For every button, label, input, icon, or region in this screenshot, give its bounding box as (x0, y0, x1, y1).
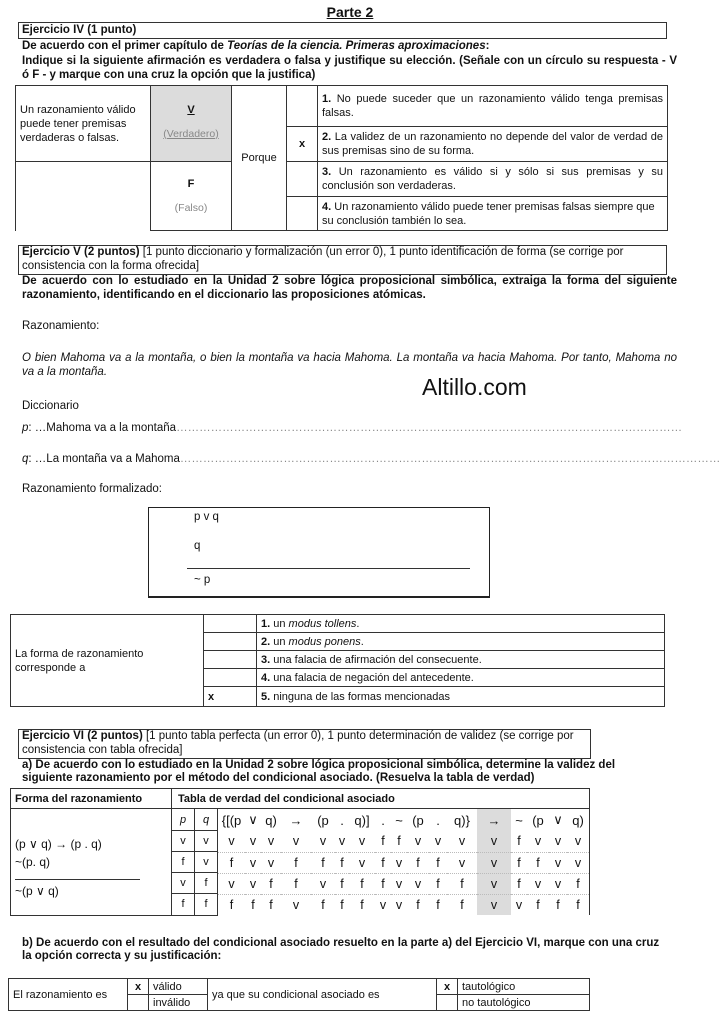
ex4-option-num: 2. (322, 131, 332, 143)
form-em: modus tollens (288, 617, 357, 630)
truth-value: f (340, 855, 344, 870)
truth-value: v (338, 834, 346, 849)
truth-value: v (554, 855, 562, 870)
dict-p-text[interactable]: : …Mahoma va a la montaña (28, 422, 177, 434)
truth-value: f (576, 876, 580, 891)
formula-row (218, 873, 589, 894)
truth-value: f (321, 897, 325, 912)
formula-token: . (436, 812, 440, 828)
truth-value: f (381, 876, 385, 891)
formula-token: ∨ (553, 812, 563, 827)
truth-value: v (554, 834, 562, 849)
col-table-header: Tabla de verdad del condicional asociado (172, 789, 590, 809)
truth-value: v (574, 855, 582, 870)
truth-value: v (414, 834, 422, 849)
truth-value: f (269, 876, 273, 891)
col-form-header: Forma del razonamiento (11, 789, 172, 809)
ex4-intro-prefix: De acuerdo con el primer capítulo de (22, 40, 228, 52)
truth-value: f (436, 897, 440, 912)
ex4-option-1 (318, 86, 668, 127)
forms-label: La forma de razonamiento corresponde a (11, 615, 204, 707)
formula-token: (p (412, 812, 424, 828)
truth-value: v (249, 876, 257, 891)
ex5-grading: [1 punto diccionario y formalización (un error 0), 1 punto identificación de forma (se corrige por consistencia con la forma ofrecida] (22, 246, 624, 272)
watermark-altillo: Altillo.com (422, 374, 527, 400)
truth-value: v (319, 834, 327, 849)
form-option-5 (257, 687, 665, 707)
truth-table (10, 788, 590, 916)
formula-table (218, 809, 589, 915)
truth-value: v (292, 897, 300, 912)
truth-value: v (292, 834, 300, 849)
formula-token: → (477, 809, 511, 831)
truth-value: f (294, 855, 298, 870)
ex5-heading-title: Ejercicio V (2 puntos) (22, 246, 140, 258)
dict-q-var: q (22, 453, 29, 465)
formal-premise-1: p v q (194, 511, 219, 523)
ex4-option-3 (318, 162, 668, 197)
truth-value: v (534, 876, 542, 891)
ex4-mark-cell-3[interactable] (287, 162, 318, 197)
page-title: Parte 2 (326, 4, 374, 20)
truth-value: v (379, 897, 387, 912)
tt-header-p: p (172, 809, 195, 831)
formula-token: {[(p (221, 812, 242, 828)
dict-q-dots: …………………………………………………………………………………………………………………………… (179, 453, 720, 465)
ex4-selected-mark: x (298, 138, 306, 150)
truth-value: v (515, 897, 523, 912)
form-option-3 (257, 651, 665, 669)
truth-value: f (269, 897, 273, 912)
tt-q: v (195, 852, 218, 873)
final-table (8, 978, 590, 1011)
ex4-porque: Porque (232, 86, 287, 231)
invalido-option: inválido (149, 995, 208, 1011)
truth-value: v (477, 831, 511, 852)
formula-row (218, 852, 589, 873)
truth-value: v (267, 855, 275, 870)
truth-value: f (229, 855, 234, 870)
truth-value: v (228, 876, 235, 891)
tt-q: v (195, 831, 218, 852)
formal-premise-2: q (194, 540, 201, 552)
form-mark-cell[interactable] (204, 633, 257, 651)
valido-mark: x (134, 980, 142, 993)
ex4-option-2 (318, 127, 668, 162)
truth-value: v (395, 855, 403, 870)
tauto-option: tautológico (458, 979, 590, 995)
formalizado-label: Razonamiento formalizado: (22, 483, 162, 495)
truth-value: f (251, 897, 255, 912)
formula-row (218, 894, 589, 915)
ex4-v-letter: V (187, 103, 195, 116)
formula-header-row (218, 809, 589, 831)
truth-value: f (576, 897, 580, 912)
ex4-statement: Un razonamiento válido puede tener premisas verdaderas o falsas. (16, 86, 151, 162)
truth-value: v (395, 876, 403, 891)
truth-value: v (458, 855, 466, 870)
forms-table (10, 614, 665, 707)
form-pre: un (270, 635, 289, 648)
truth-value: f (556, 897, 560, 912)
conclusion-bar (15, 879, 140, 880)
truth-value: f (360, 876, 364, 891)
ex4-intro (22, 40, 682, 52)
truth-value: v (358, 834, 366, 849)
dict-p-var: p (22, 422, 29, 434)
form-num: 5. (261, 690, 271, 703)
form-num: 1. (261, 617, 271, 630)
formula-token: . (381, 812, 385, 828)
truth-value: v (249, 834, 257, 849)
formula-token: ~ (395, 812, 403, 828)
truth-value: v (574, 834, 582, 849)
premise-1: (p ∨ q) → (p . q) (15, 837, 102, 851)
form-pre: una falacia de afirmación del consecuente. (270, 653, 482, 666)
formal-conclusion-line (187, 568, 470, 569)
ex4-intro-suffix: : (485, 40, 490, 52)
formula-grid[interactable] (218, 809, 590, 916)
final-label: El razonamiento es (9, 979, 128, 1011)
valido-mark-cell[interactable] (128, 979, 149, 995)
ex4-f-word: (Falso) (174, 202, 208, 214)
form-pre: ninguna de las formas mencionadas (270, 690, 450, 703)
truth-value: v (534, 834, 542, 849)
formula-token: q)} (454, 812, 470, 828)
form-post: . (360, 635, 364, 648)
ex4-f-letter: F (187, 178, 195, 190)
ex5-instruction: De acuerdo con lo estudiado en la Unidad 2 sobre lógica proposicional simbólica, extraiga la forma del siguiente razonamiento, identificando en el diccionario las proposiciones atómicas. (22, 275, 677, 301)
ex4-option-num: 1. (322, 93, 332, 105)
truth-value: f (536, 897, 540, 912)
truth-value: v (249, 855, 257, 870)
truth-value: f (436, 855, 440, 870)
ex6-grading: [1 punto tabla perfecta (un error 0), 1 punto determinación de validez (se corrige por consistencia con tabla ofrecida] (22, 730, 574, 756)
ex4-option-num: 3. (322, 166, 332, 178)
razonamiento-text: O bien Mahoma va a la montaña, o bien la montaña va hacia Mahoma. La montaña va hacia Mahoma. Por tanto, Mahoma no va a la montaña. (22, 352, 677, 378)
ex4-verdadero-cell[interactable] (151, 86, 232, 162)
truth-value: f (436, 876, 440, 891)
ex4-table (15, 85, 668, 231)
ex5-heading (18, 245, 667, 275)
formalized-box[interactable] (148, 507, 490, 598)
formal-conclusion: ~ p (194, 574, 211, 586)
truth-value: v (319, 876, 327, 891)
truth-value: v (458, 834, 466, 849)
truth-value: v (477, 852, 511, 873)
ex6-part-a: a) De acuerdo con lo estudiado en la Unidad 2 sobre lógica proposicional simbólica, determine la validez del siguiente razonamiento por el método del condicional asociado. (Resuelva la tabla de verdad) (22, 759, 616, 784)
form-num: 4. (261, 671, 271, 684)
tt-q: f (195, 894, 218, 915)
form-mark-cell[interactable] (204, 651, 257, 669)
dict-q-line (22, 453, 720, 465)
dict-p-dots: …………………………………………………………………………………………………………………… (176, 422, 683, 434)
formula-token: ∨ (248, 812, 258, 827)
ex4-v-word: (Verdadero) (163, 127, 219, 140)
ex4-heading: Ejercicio IV (1 punto) (18, 22, 667, 39)
razonamiento-label: Razonamiento: (22, 320, 100, 332)
form-option-4 (257, 669, 665, 687)
truth-value: f (517, 876, 521, 891)
truth-value: f (416, 855, 420, 870)
truth-value: f (360, 897, 364, 912)
form-num: 2. (261, 635, 271, 648)
truth-value: v (554, 876, 562, 891)
truth-value: v (477, 894, 511, 915)
tauto-mark: x (443, 980, 451, 993)
ex4-falso-cell[interactable] (151, 162, 232, 231)
form-pre: una falacia de negación del antecedente. (270, 671, 474, 684)
truth-value: f (340, 876, 344, 891)
ya-que-text: ya que su condicional asociado es (208, 979, 437, 1011)
truth-value: v (477, 873, 511, 894)
tauto-mark-cell[interactable] (437, 979, 458, 995)
truth-value: v (395, 897, 403, 912)
ex6-part-b: b) De acuerdo con el resultado del condicional asociado resuelto en la parte a) del Ejercicio VI, marque con una cruz la opción correcta y su justificación: (22, 937, 660, 962)
tt-p: f (172, 852, 195, 873)
formula-token: (p (317, 812, 329, 828)
truth-value: v (267, 834, 275, 849)
valido-option: válido (149, 979, 208, 995)
truth-value: f (321, 855, 325, 870)
truth-value: f (381, 855, 385, 870)
no-tauto-mark-cell[interactable] (437, 995, 458, 1011)
ex4-option-text: La validez de un razonamiento no depende del valor de verdad de sus premisas sino de su forma. (322, 131, 663, 157)
ex4-option-num: 4. (322, 200, 332, 213)
form-pre: un (270, 617, 289, 630)
tt-q: f (195, 873, 218, 894)
tt-header-q: q (195, 809, 218, 831)
conclusion: ~(p ∨ q) (15, 884, 59, 898)
form-num: 3. (261, 653, 271, 666)
truth-value: f (381, 834, 385, 849)
form-option-2 (257, 633, 665, 651)
truth-value: f (294, 876, 298, 891)
ex4-option-text: Un razonamiento es válido si y sólo si sus premisas y su conclusión son verdaderas. (322, 166, 663, 192)
form-mark-cell[interactable] (204, 615, 257, 633)
tt-p: v (172, 831, 195, 852)
ex4-intro-book: Teorías de la ciencia. Primeras aproximaciones (227, 40, 486, 52)
ex6-heading (18, 729, 591, 759)
formula-token: q) (265, 812, 277, 828)
truth-value: v (434, 834, 442, 849)
no-tauto-option: no tautológico (458, 995, 590, 1011)
truth-value: f (536, 855, 540, 870)
truth-value: f (397, 834, 401, 849)
form-mark-cell[interactable] (204, 669, 257, 687)
ex4-mark-cell-1[interactable] (287, 86, 318, 127)
ex4-instruction: Indique si la siguiente afirmación es verdadera o falsa y justifique su elección. (Señale con un círculo su respuesta - V ó F - y marque con una cruz la opción que la justifica) (22, 55, 677, 81)
ex6-heading-title: Ejercicio VI (2 puntos) (22, 730, 143, 742)
formula-token: q)] (354, 812, 370, 828)
truth-value: f (340, 897, 344, 912)
truth-value: v (414, 876, 422, 891)
formula-row (218, 831, 589, 852)
invalido-mark-cell[interactable] (128, 995, 149, 1011)
ex4-mark-cell-4[interactable] (287, 197, 318, 231)
form-post: . (356, 617, 360, 630)
formula-token: → (289, 812, 303, 828)
tt-p: f (172, 894, 195, 915)
truth-value: f (517, 834, 521, 849)
truth-value: f (517, 855, 521, 870)
diccionario-label: Diccionario (22, 400, 79, 412)
truth-value: f (229, 897, 234, 912)
formula-token: . (340, 812, 344, 828)
formula-token: (p (532, 812, 544, 828)
dict-p-line (22, 422, 683, 434)
dict-q-text[interactable]: : …La montaña va a Mahoma (28, 453, 180, 465)
form-option-1 (257, 615, 665, 633)
premise-2: ~(p. q) (15, 855, 51, 869)
form-em: modus ponens (288, 635, 361, 648)
formula-token: q) (572, 812, 584, 828)
ex4-option-text: No puede suceder que un razonamiento válido tenga premisas falsas. (322, 93, 663, 119)
form-mark: x (208, 690, 215, 703)
truth-value: f (460, 876, 464, 891)
ex4-mark-cell-2[interactable] (287, 127, 318, 162)
formula-token: ~ (515, 812, 523, 828)
form-cell (11, 809, 172, 916)
truth-value: v (228, 834, 235, 849)
truth-value: f (460, 897, 464, 912)
truth-value: v (358, 855, 366, 870)
ex4-option-text: Un razonamiento válido puede tener premisas falsas siempre que su conclusión también lo sea. (322, 200, 655, 227)
tt-p: v (172, 873, 195, 894)
ex4-option-4 (318, 197, 668, 231)
truth-value: f (416, 897, 420, 912)
form-mark-cell[interactable] (204, 687, 257, 707)
